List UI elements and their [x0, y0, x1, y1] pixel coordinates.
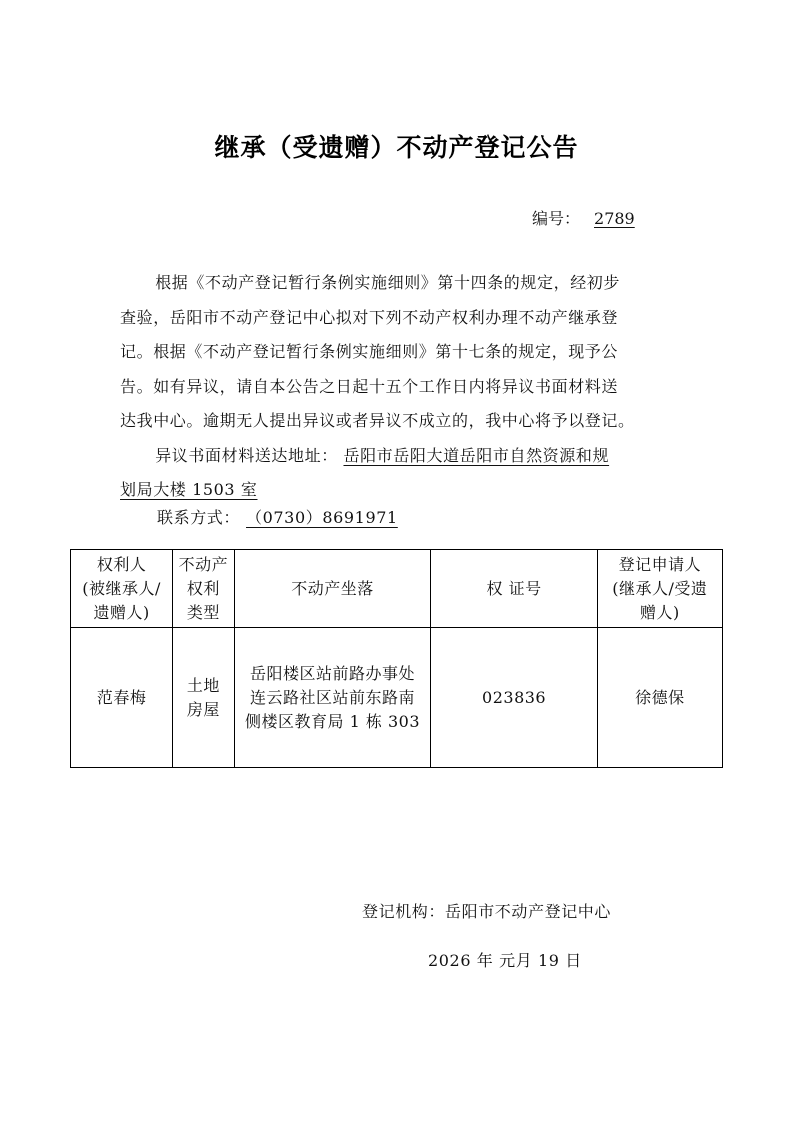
header-applicant-line: 赠人) — [639, 602, 680, 622]
header-applicant-line: (继承人/受遗 — [612, 578, 708, 598]
cell-location-line: 连云路社区站前东路南 — [250, 687, 416, 707]
header-holder — [71, 550, 173, 628]
page-title: 继承（受遗赠）不动产登记公告 — [214, 133, 579, 162]
cell-cert: 023836 — [431, 628, 597, 768]
serial-value: 2789 — [594, 209, 635, 228]
notice-date: 2026 年 元月 19 日 — [428, 951, 582, 970]
address-paragraph — [120, 439, 674, 474]
notice-paragraph — [120, 266, 674, 439]
header-holder-line: 权利人 — [96, 554, 147, 574]
cell-type — [173, 628, 234, 768]
header-holder-line: 遗赠人) — [93, 602, 150, 622]
header-type-line: 不动产 — [178, 554, 229, 574]
serial-label: 编号： — [532, 209, 581, 228]
address-label: 异议书面材料送达地址： — [155, 445, 338, 465]
header-type — [173, 550, 234, 628]
serial-number — [532, 206, 635, 229]
cell-type-line: 房屋 — [186, 699, 220, 719]
table-header-row — [71, 550, 723, 628]
paragraph-line: 记。根据《不动产登记暂行条例实施细则》第十七条的规定，现予公 — [120, 342, 619, 361]
paragraph-line: 告。如有异议，请自本公告之日起十五个工作日内将异议书面材料送 — [120, 376, 619, 396]
contact-label: 联系方式： — [157, 508, 241, 527]
cell-type-line: 土地 — [186, 675, 220, 695]
cell-location-line: 侧楼区教育局 1 栋 303 — [245, 711, 421, 731]
header-applicant-line: 登记申请人 — [618, 554, 702, 574]
paragraph-line: 根据《不动产登记暂行条例实施细则》第十四条的规定，经初步 — [155, 273, 620, 292]
contact-info — [157, 505, 420, 528]
paragraph-line: 查验，岳阳市不动产登记中心拟对下列不动产权利办理不动产继承登 — [120, 307, 619, 327]
registration-table — [70, 549, 723, 768]
cell-applicant: 徐德保 — [597, 628, 722, 768]
cell-location — [234, 628, 431, 768]
address-line2 — [120, 473, 674, 508]
registration-authority: 登记机构：岳阳市不动产登记中心 — [362, 902, 612, 921]
table-row — [71, 628, 723, 768]
header-type-line: 权利 — [186, 578, 220, 598]
address-value-part2: 划局大楼 1503 室 — [120, 480, 258, 499]
cell-location-line: 岳阳楼区站前路办事处 — [250, 663, 416, 683]
header-applicant — [597, 550, 722, 628]
header-holder-line: (被继承人/ — [82, 578, 161, 598]
header-location: 不动产坐落 — [234, 550, 431, 628]
paragraph-line: 达我中心。逾期无人提出异议或者异议不成立的，我中心将予以登记。 — [120, 411, 635, 430]
cell-holder: 范春梅 — [71, 628, 173, 768]
notice-body — [120, 266, 674, 508]
header-cert: 权 证号 — [431, 550, 597, 628]
address-value-part1: 岳阳市岳阳大道岳阳市自然资源和规 — [343, 445, 610, 465]
header-type-line: 类型 — [186, 602, 220, 622]
contact-phone: （0730）8691971 — [246, 508, 398, 527]
